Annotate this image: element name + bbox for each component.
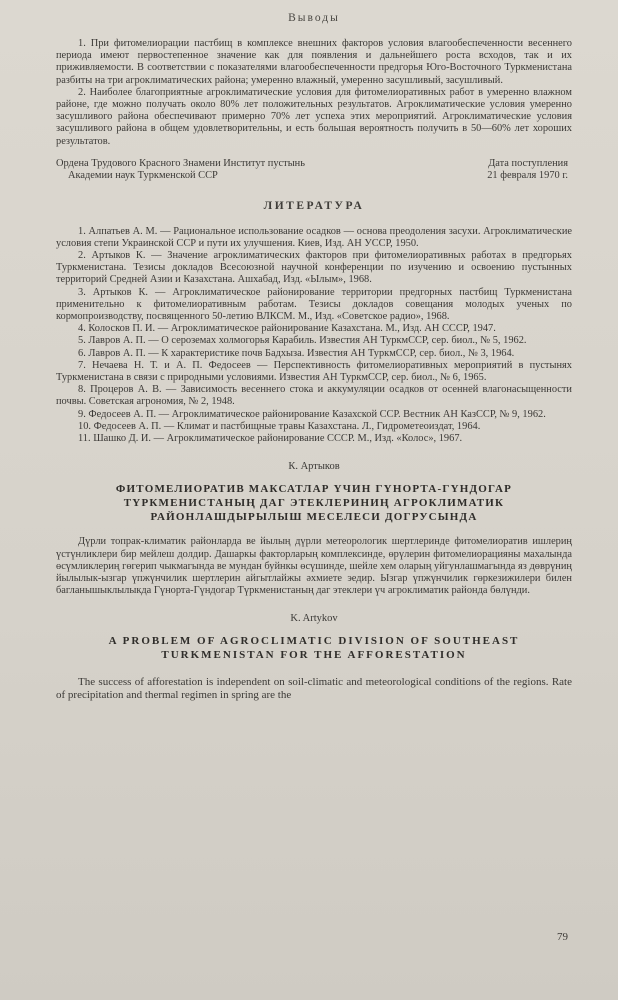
english-abstract: The success of afforestation is independent on soil-climatic and meteorological conditions of the regions. Rate of precipitation and thermal regimen in spring are the: [56, 676, 572, 702]
conclusion-paragraph-1: 1. При фитомелиорации пастбищ в комплексе внешних факторов условия влагообеспеченности весеннего периода имеют первостепенное значение как для появления и дальнейшего роста всходов, так и их приживляемости. В соответствии с показателями влагообеспеченности предгорья Юго-Восточного Туркменистана разбиты на три агроклиматических района; умеренно влажный, умеренно засушливый, засушливый.: [56, 38, 572, 86]
reference-item: 10. Федосеев А. П. — Климат и пастбищные травы Казахстана. Л., Гидрометеоиздат, 1964.: [78, 420, 481, 432]
turkmen-author: К. Артыков: [288, 461, 340, 473]
institution-name: [56, 158, 305, 183]
reference-item: 11. Шашко Д. И. — Агроклиматическое районирование СССР. М., Изд. «Колос», 1967.: [78, 433, 463, 445]
conclusions-heading: Выводы: [288, 12, 340, 24]
institution-line-1: Ордена Трудового Красного Знамени Институт пустынь: [56, 157, 305, 169]
received-date: 21 февраля 1970 г.: [487, 170, 568, 182]
english-author: K. Artykov: [290, 613, 338, 625]
page-number: 79: [557, 931, 568, 943]
received-date-block: [487, 158, 572, 183]
turkmen-title: ФИТОМЕЛИОРАТИВ МАКСАТЛАР ҮЧИН ГҮНОРТА-ГҮНДОГАР ТҮРКМЕНИСТАНЫҢ ДАГ ЭТЕКЛЕРИНИҢ АГРОКЛИМАТИК РАЙОНЛАШДЫРЫЛЫШ МЕСЕЛЕСИ ДОГРУСЫНДА: [115, 483, 513, 524]
english-title: A PROBLEM OF AGROCLIMATIC DIVISION OF SOUTHEAST TURKMENISTAN FOR THE AFFORESTATION: [108, 635, 520, 662]
reference-item: 3. Артыков К. — Агроклиматическое районирование территории предгорных пастбищ Туркменистана применительно к фитомелиоративным работам. Тезисы докладов совещания молодых ученых по кормопроизводству, посвященного 50-летию ВЛКСМ. М., Изд. «Советское радио», 1968.: [56, 286, 572, 323]
received-label: Дата поступления: [488, 157, 568, 169]
turkmen-abstract: Дүрли топрак-климатик районларда ве йылың дүрли метеорологик шертлеринде фитомелиоратив ишлериң үстүнликлери бир мейлеш долдир. Дашаркы факторларың комплексинде, өрүлерин фитомелиорацияны махалында өсүмликлериң гөгерип чыкмагында ве мундан буйнкы өсүшинде, шейле хем оларың уйгунлашмагында яз дөврүниң йылылык-ызгар үпжүнчилик шертлерин айгытлайжы әхмиете эедир. Ызгар үпжүнчилик гөркезижилери билен багланышыклылыкда Гүнорта-Гүндогар Түркменистаның даг этеклери үч агроклиматик районда бөлүнди.: [56, 536, 572, 597]
institution-block: [56, 158, 572, 183]
reference-item: 8. Процеров А. В. — Зависимость весеннего стока и аккумуляции осадков от осенней влагонасыщенности почвы. Советская агрономия, № 2, 1948.: [56, 384, 572, 408]
literature-heading: ЛИТЕРАТУРА: [263, 199, 365, 212]
institution-line-2: Академии наук Туркменской ССР: [68, 170, 218, 182]
reference-list: [56, 226, 572, 446]
reference-item: 4. Колосков П. И. — Агроклиматическое районирование Казахстана. М., Изд. АН СССР, 1947.: [78, 323, 496, 335]
reference-item: 5. Лавров А. П. — О сероземах холмогорья Карабиль. Известия АН ТуркмССР, сер. биол., № 5, 1962.: [78, 335, 527, 347]
reference-item: 7. Нечаева Н. Т. и А. П. Федосеев — Перспективность фитомелиоративных мероприятий в пустынях Туркменистана в связи с природными условиями. Известия АН ТуркмССР, сер. биол., № 6, 1965.: [56, 359, 572, 384]
reference-item: 1. Алпатьев А. М. — Рациональное использование осадков — основа преодоления засухи. Агроклиматические условия степи Украинской ССР и пути их улучшения. Киев, Изд. АН УССР, 1950.: [56, 225, 572, 249]
conclusion-paragraph-2: 2. Наиболее благоприятные агроклиматические условия для фитомелиоративных работ в умеренно влажном районе, где можно получать около 80% лет положительных результатов. Агроклиматические условия умеренно засушливого района обеспечивают примерно 70% лет успеха этих мероприятий. Агроклиматические условия засушливого района в общем удовлетворительны, и есть большая вероятность получить в 50—60% лет хороших результатов.: [56, 86, 572, 147]
reference-item: 9. Федосеев А. П. — Агроклиматическое районирование Казахской ССР. Вестник АН КазССР, № 9, 1962.: [78, 408, 546, 420]
reference-item: 2. Артыков К. — Значение агроклиматических факторов при фитомелиоративных работах в предгорьях Туркменистана. Тезисы докладов Всесоюзной научной конференции по изучению и освоению пустынных территорий Средней Азии и Казахстана. Ашхабад, Изд. «Ылым», 1968.: [56, 250, 572, 286]
reference-item: 6. Лавров А. П. — К характеристике почв Бадхыза. Известия АН ТуркмССР, сер. биол., № 3, 1964.: [78, 347, 515, 359]
